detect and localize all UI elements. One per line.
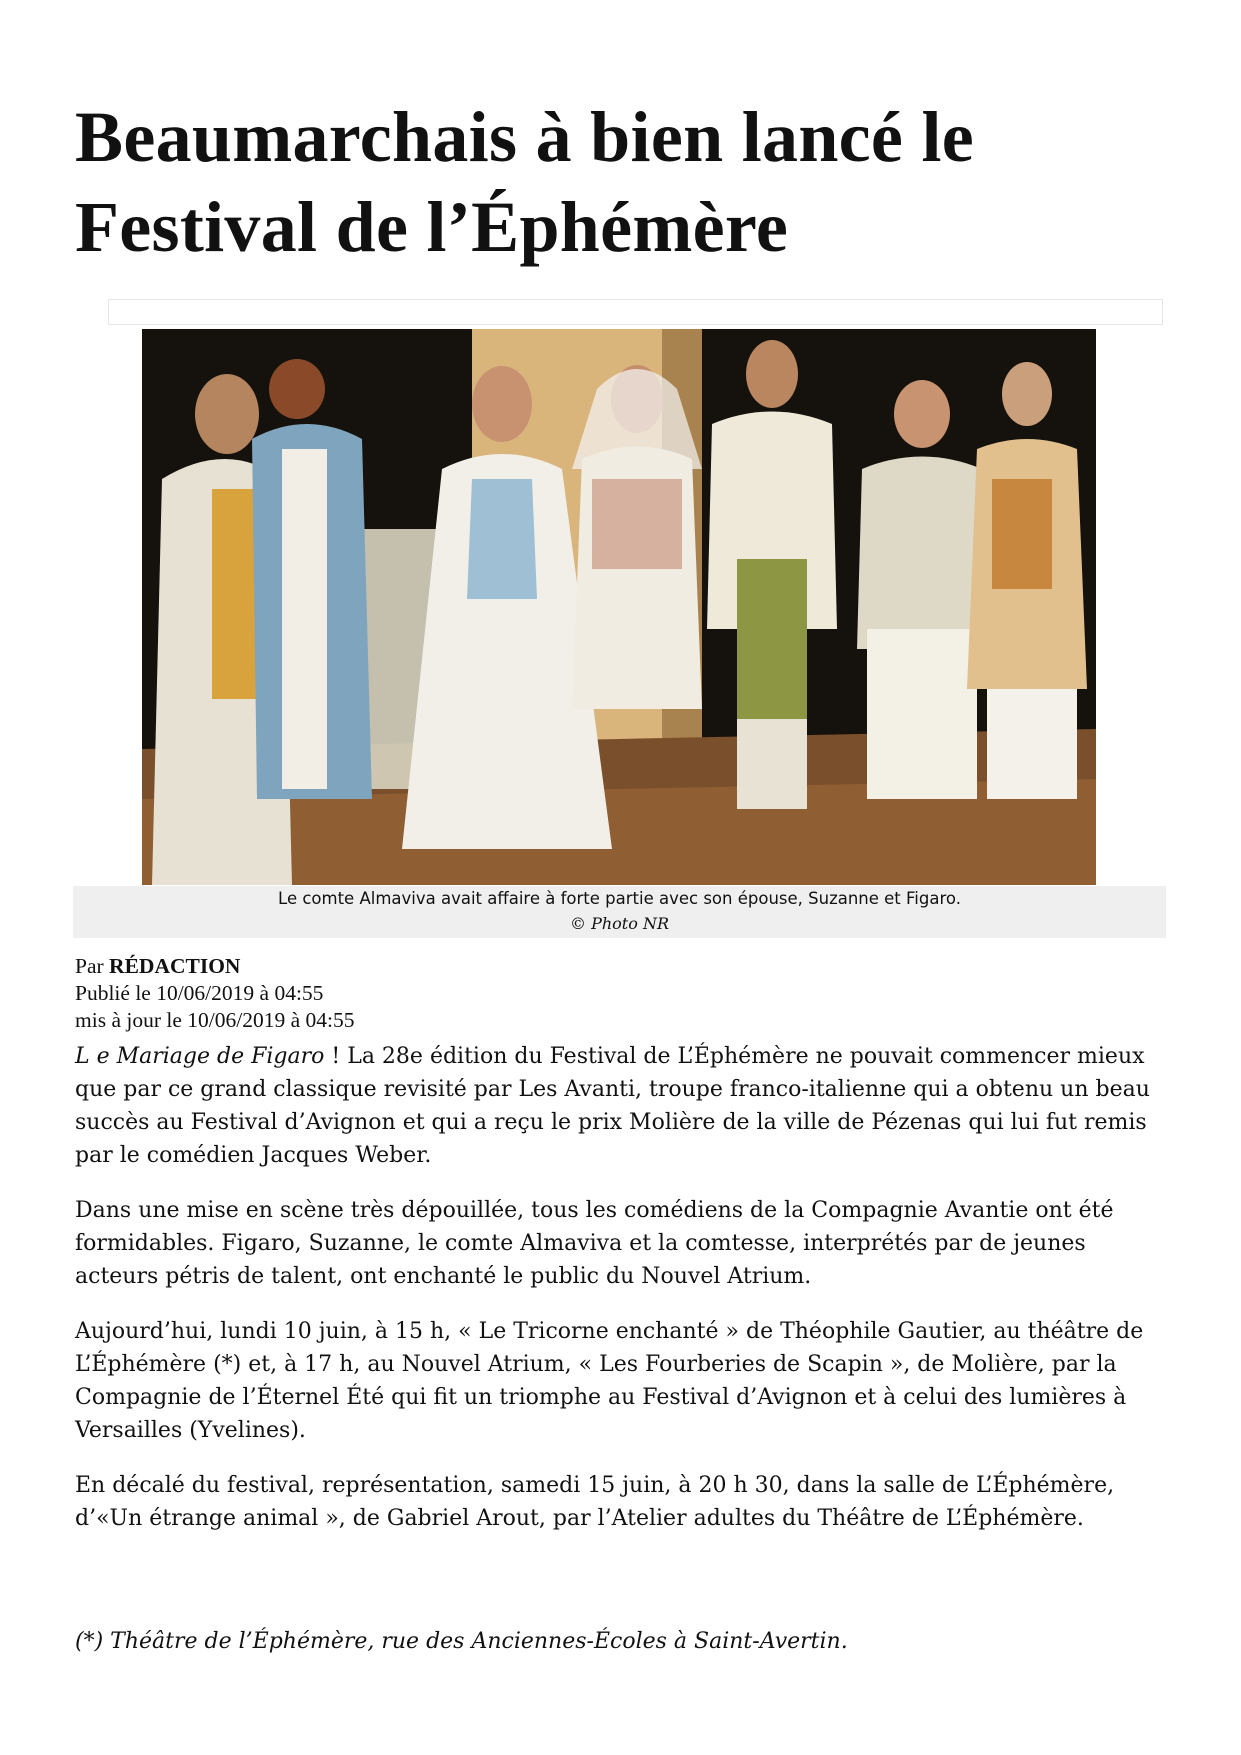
ad-placeholder-bar — [108, 299, 1163, 325]
caption-text: Le comte Almaviva avait affaire à forte partie avec son épouse, Suzanne et Figaro. — [278, 889, 961, 908]
headline-line-1: Beaumarchais à bien lancé le — [75, 97, 975, 177]
headline-line-2: Festival de l’Éphémère — [75, 187, 789, 267]
photo-credit: © Photo NR — [570, 914, 669, 933]
photo-caption — [73, 886, 1166, 938]
paragraph-1-text: ! La 28e édition du Festival de L’Éphémère ne pouvait commencer mieux que par ce grand classique revisité par Les Avanti, troupe franco-italienne qui a obtenu un beau succès au Festival d’Avignon et qui a reçu le prix Molière de la ville de Pézenas qui lui fut remis par le comédien Jacques Weber. — [75, 1044, 1150, 1168]
play-title: L e Mariage de Figaro — [75, 1044, 325, 1069]
article-headline — [75, 92, 1175, 272]
author-prefix: Par — [75, 954, 110, 978]
paragraph-2: Dans une mise en scène très dépouillée, tous les comédiens de la Compagnie Avantie ont été formidables. Figaro, Suzanne, le comte Almaviva et la comtesse, interprétés par de jeunes acteurs pétris de talent, ont enchanté le public du Nouvel Atrium. — [75, 1198, 1114, 1289]
article-body — [75, 1040, 1165, 1557]
paragraph-3: Aujourd’hui, lundi 10 juin, à 15 h, « Le Tricorne enchanté » de Théophile Gautier, au théâtre de L’Éphémère (*) et, à 17 h, au Nouvel Atrium, « Les Fourberies de Scapin », de Molière, par la Compagnie de l’Éternel Été qui fit un triomphe au Festival d’Avignon et à celui des lumières à Versailles (Yvelines). — [75, 1319, 1144, 1443]
footnote: (*) Théâtre de l’Éphémère, rue des Anciennes-Écoles à Saint-Avertin. — [75, 1629, 848, 1654]
paragraph-1 — [75, 1040, 1165, 1172]
stage-photo-illustration — [142, 329, 1096, 885]
byline — [75, 953, 675, 1034]
author-name: RÉDACTION — [109, 954, 241, 978]
paragraph-4: En décalé du festival, représentation, samedi 15 juin, à 20 h 30, dans la salle de L’Éphémère, d’«Un étrange animal », de Gabriel Arout, par l’Atelier adultes du Théâtre de L’Éphémère. — [75, 1473, 1115, 1531]
article-photo — [142, 329, 1096, 885]
author-line — [75, 953, 675, 980]
updated-date: mis à jour le 10/06/2019 à 04:55 — [75, 1008, 355, 1032]
published-date: Publié le 10/06/2019 à 04:55 — [75, 981, 324, 1005]
